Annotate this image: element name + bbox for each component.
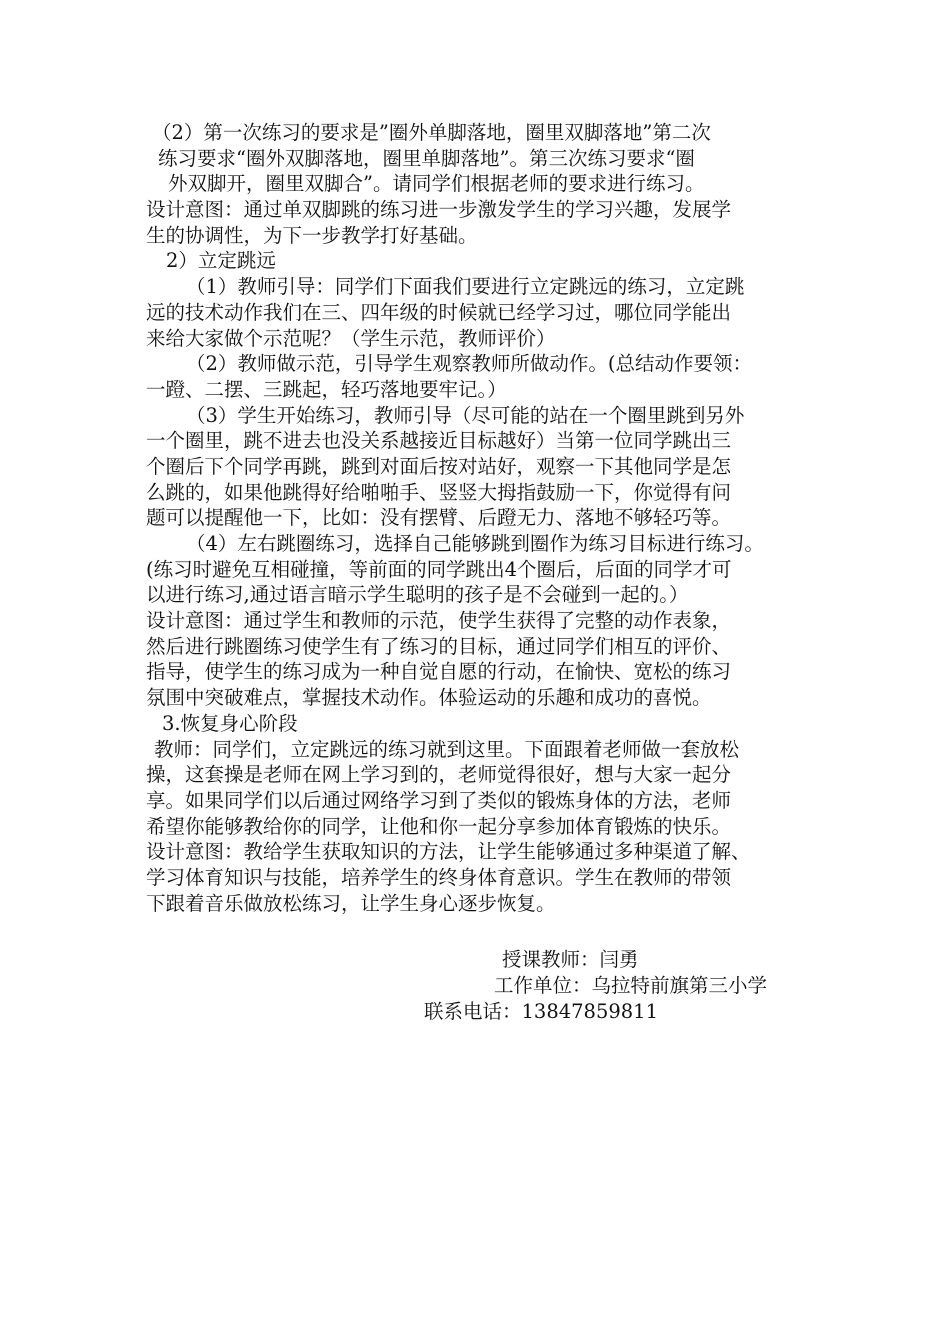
text-line: （2）第一次练习的要求是”圈外单脚落地，圈里双脚落地”第二次 — [152, 121, 711, 144]
text-line: 3.恢复身心阶段 — [162, 711, 298, 735]
text-line: （3）学生开始练习，教师引导（尽可能的站在一个圈里跳到另外 — [186, 403, 745, 427]
text-line: 么跳的，如果他跳得好给啪啪手、竖竖大拇指鼓励一下，你觉得有问 — [146, 480, 732, 504]
text-line: 设计意图：通过单双脚跳的练习进一步激发学生的学习兴趣，发展学 — [146, 198, 732, 222]
text-line: 希望你能够教给你的同学，让他和你一起分享参加体育锻炼的快乐。 — [146, 814, 732, 838]
work-unit: 工作单位：乌拉特前旗第三小学 — [494, 974, 768, 997]
text-line: 氛围中突破难点，掌握技术动作。体验运动的乐趣和成功的喜悦。 — [146, 686, 712, 710]
text-line: 以进行练习,通过语言暗示学生聪明的孩子是不会碰到一起的。） — [146, 583, 689, 607]
text-line: 外双脚开，圈里双脚合”。请同学们根据老师的要求进行练习。 — [168, 172, 705, 196]
text-line: 然后进行跳圈练习使学生有了练习的目标，通过同学们相互的评价、 — [146, 634, 732, 658]
text-line: 指导，使学生的练习成为一种自觉自愿的行动，在愉快、宽松的练习 — [146, 660, 732, 684]
text-line: 教师：同学们，立定跳远的练习就到这里。下面跟着老师做一套放松 — [154, 737, 740, 761]
text-line: 远的技术动作我们在三、四年级的时候就已经学习过，哪位同学能出 — [146, 300, 732, 324]
text-line: 题可以提醒他一下，比如：没有摆臂、后蹬无力、落地不够轻巧等。 — [146, 506, 732, 530]
text-line: 个圈后下个同学再跳，跳到对面后按对站好，观察一下其他同学是怎 — [146, 454, 732, 478]
text-line: （4）左右跳圈练习，选择自己能够跳到圈作为练习目标进行练习。 — [186, 532, 764, 555]
text-line: 享。如果同学们以后通过网络学习到了类似的锻炼身体的方法，老师 — [146, 788, 732, 812]
text-line: (练习时避免互相碰撞，等前面的同学跳出4个圈后，后面的同学才可 — [146, 557, 732, 581]
text-line: 生的协调性，为下一步教学打好基础。 — [146, 223, 478, 247]
text-line: 学习体育知识与技能，培养学生的终身体育意识。学生在教师的带领 — [146, 865, 732, 889]
text-line: 2）立定跳远 — [166, 249, 276, 273]
text-line: （1）教师引导：同学们下面我们要进行立定跳远的练习，立定跳 — [186, 275, 745, 299]
text-line: （2）教师做示范，引导学生观察教师所做动作。(总结动作要领： — [186, 352, 753, 376]
text-line: 设计意图：教给学生获取知识的方法，让学生能够通过多种渠道了解、 — [146, 840, 751, 864]
teacher-name: 授课教师：闫勇 — [502, 948, 639, 971]
text-line: 一蹬、二摆、三跳起，轻巧落地要牢记。） — [146, 377, 507, 401]
document-body — [146, 120, 808, 916]
text-line: 设计意图：通过学生和教师的示范，使学生获得了完整的动作表象， — [146, 609, 732, 633]
text-line: 一个圈里，跳不进去也没关系越接近目标越好）当第一位同学跳出三 — [146, 429, 732, 453]
contact-phone: 联系电话：13847859811 — [424, 1000, 658, 1023]
text-line: 操，这套操是老师在网上学习到的，老师觉得很好，想与大家一起分 — [146, 763, 732, 787]
text-line: 来给大家做个示范呢？（学生示范，教师评价） — [146, 326, 556, 350]
text-line: 下跟着音乐做放松练习，让学生身心逐步恢复。 — [146, 891, 556, 915]
text-line: 练习要求“圈外双脚落地，圈里单脚落地”。第三次练习要求“圈 — [158, 146, 695, 170]
